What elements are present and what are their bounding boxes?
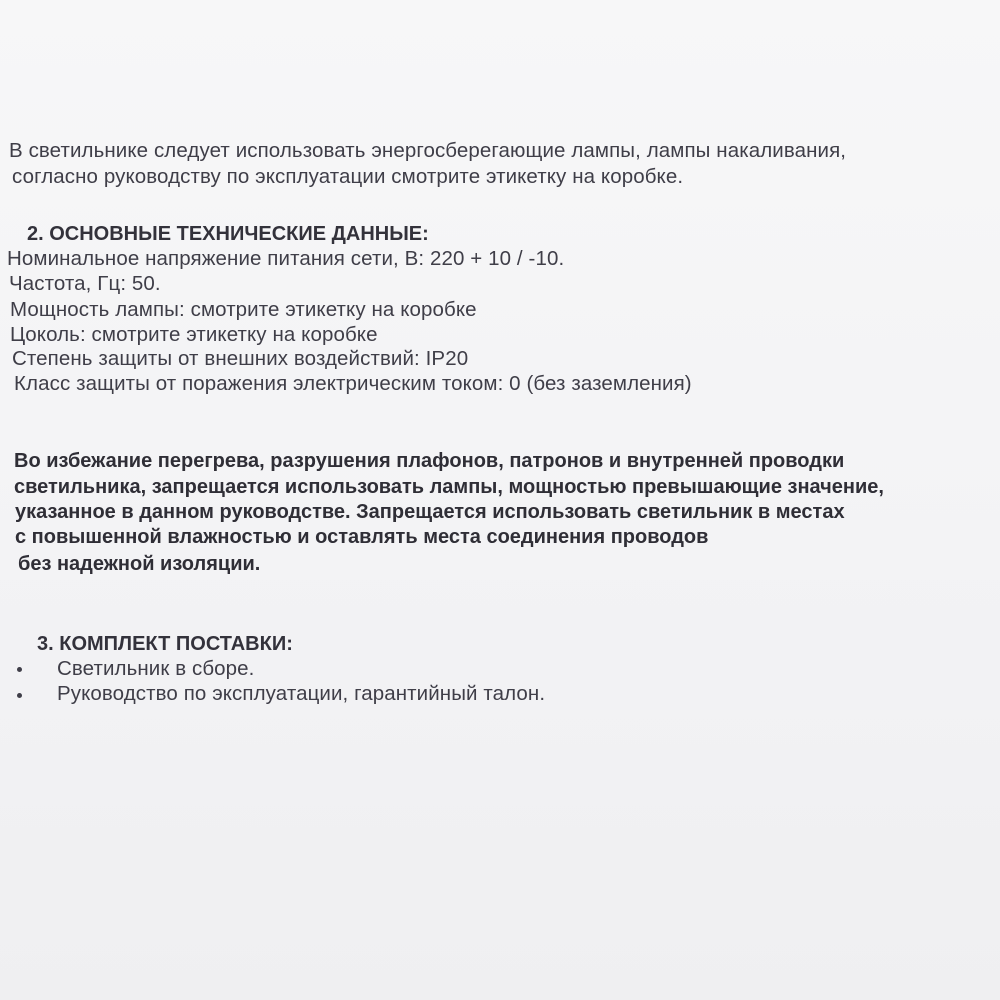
warning-line-3: указанное в данном руководстве. Запрещается использовать светильник в местах — [15, 501, 845, 523]
intro-line-1: В светильнике следует использовать энергосберегающие лампы, лампы накаливания, — [9, 139, 847, 162]
tech-line-protection-class: Класс защиты от поражения электрическим током: 0 (без заземления) — [14, 372, 692, 395]
tech-line-lamp-power: Мощность лампы: смотрите этикетку на коробке — [10, 298, 477, 321]
tech-data-heading: 2. ОСНОВНЫЕ ТЕХНИЧЕСКИЕ ДАННЫЕ: — [27, 223, 429, 245]
bullet-icon — [17, 667, 22, 672]
warning-line-1: Во избежание перегрева, разрушения плафонов, патронов и внутренней проводки — [14, 450, 845, 472]
tech-line-protection-degree: Степень защиты от внешних воздействий: IP20 — [12, 347, 469, 370]
warning-line-5: без надежной изоляции. — [18, 553, 261, 575]
package-item-manual: Руководство по эксплуатации, гарантийный талон. — [57, 682, 546, 705]
warning-line-2: светильника, запрещается использовать лампы, мощностью превышающие значение, — [14, 476, 884, 498]
tech-line-socket: Цоколь: смотрите этикетку на коробке — [10, 323, 378, 346]
tech-line-frequency: Частота, Гц: 50. — [9, 272, 161, 295]
bullet-icon — [17, 693, 22, 698]
intro-line-2: согласно руководству по эксплуатации смотрите этикетку на коробке. — [12, 165, 684, 188]
package-heading: 3. КОМПЛЕКТ ПОСТАВКИ: — [37, 633, 293, 655]
warning-line-4: с повышенной влажностью и оставлять места соединения проводов — [15, 526, 709, 548]
package-item-fixture: Светильник в сборе. — [57, 657, 255, 680]
tech-line-voltage: Номинальное напряжение питания сети, В: 220 + 10 / -10. — [7, 247, 565, 270]
